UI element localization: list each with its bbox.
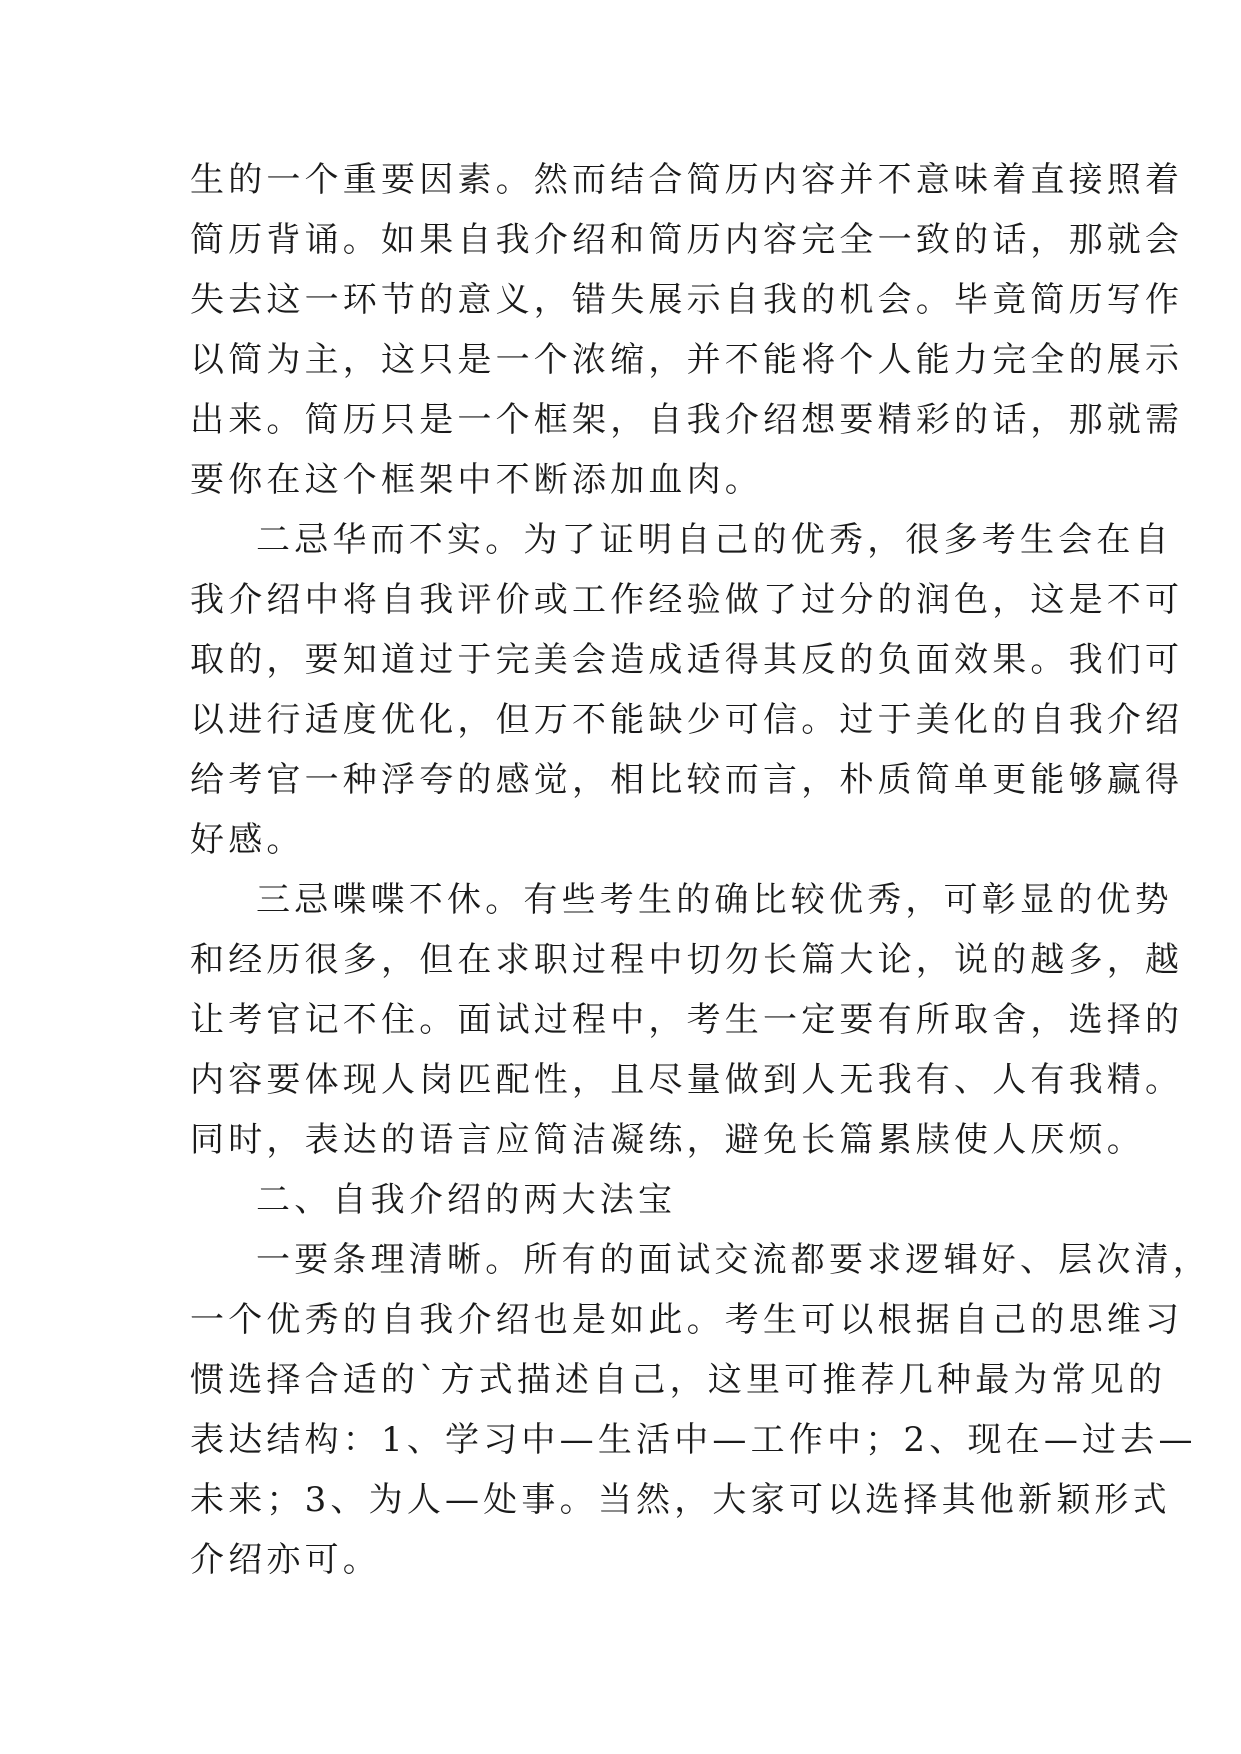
- text-line: 失去这一环节的意义，错失展示自我的机会。毕竟简历写作: [190, 280, 1184, 320]
- text-line: 以进行适度优化，但万不能缺少可信。过于美化的自我介绍: [190, 700, 1184, 740]
- text-line: 一要条理清晰。所有的面试交流都要求逻辑好、层次清，: [256, 1240, 1211, 1280]
- text-line: 同时，表达的语言应简洁凝练，避免长篇累牍使人厌烦。: [190, 1120, 1145, 1160]
- text-line: 二忌华而不实。为了证明自己的优秀，很多考生会在自: [256, 520, 1173, 560]
- text-line: 我介绍中将自我评价或工作经验做了过分的润色，这是不可: [190, 580, 1184, 620]
- text-line: 出来。简历只是一个框架，自我介绍想要精彩的话，那就需: [190, 400, 1184, 440]
- text-line: 表达结构：1、学习中—生活中—工作中；2、现在—过去—: [190, 1420, 1197, 1460]
- text-line: 简历背诵。如果自我介绍和简历内容完全一致的话，那就会: [190, 220, 1184, 260]
- text-line: 未来；3、为人—处事。当然，大家可以选择其他新颖形式: [190, 1480, 1171, 1520]
- text-line: 取的，要知道过于完美会造成适得其反的负面效果。我们可: [190, 640, 1184, 680]
- text-line: 内容要体现人岗匹配性，且尽量做到人无我有、人有我精。: [190, 1060, 1184, 1100]
- text-line: 惯选择合适的`方式描述自己，这里可推荐几种最为常见的: [190, 1360, 1167, 1400]
- text-line: 三忌喋喋不休。有些考生的确比较优秀，可彰显的优势: [256, 880, 1173, 920]
- text-line: 要你在这个框架中不断添加血肉。: [190, 460, 763, 500]
- text-line: 一个优秀的自我介绍也是如此。考生可以根据自己的思维习: [190, 1300, 1184, 1340]
- text-line: 和经历很多，但在求职过程中切勿长篇大论，说的越多，越: [190, 940, 1184, 980]
- text-line: 介绍亦可。: [190, 1540, 381, 1580]
- text-line: 以简为主，这只是一个浓缩，并不能将个人能力完全的展示: [190, 340, 1184, 380]
- text-line: 生的一个重要因素。然而结合简历内容并不意味着直接照着: [190, 160, 1184, 200]
- text-line: 二、自我介绍的两大法宝: [256, 1180, 677, 1220]
- body-text: [190, 150, 1211, 1590]
- text-line: 给考官一种浮夸的感觉，相比较而言，朴质简单更能够赢得: [190, 760, 1184, 800]
- text-line: 让考官记不住。面试过程中，考生一定要有所取舍，选择的: [190, 1000, 1184, 1040]
- text-line: 好感。: [190, 820, 305, 860]
